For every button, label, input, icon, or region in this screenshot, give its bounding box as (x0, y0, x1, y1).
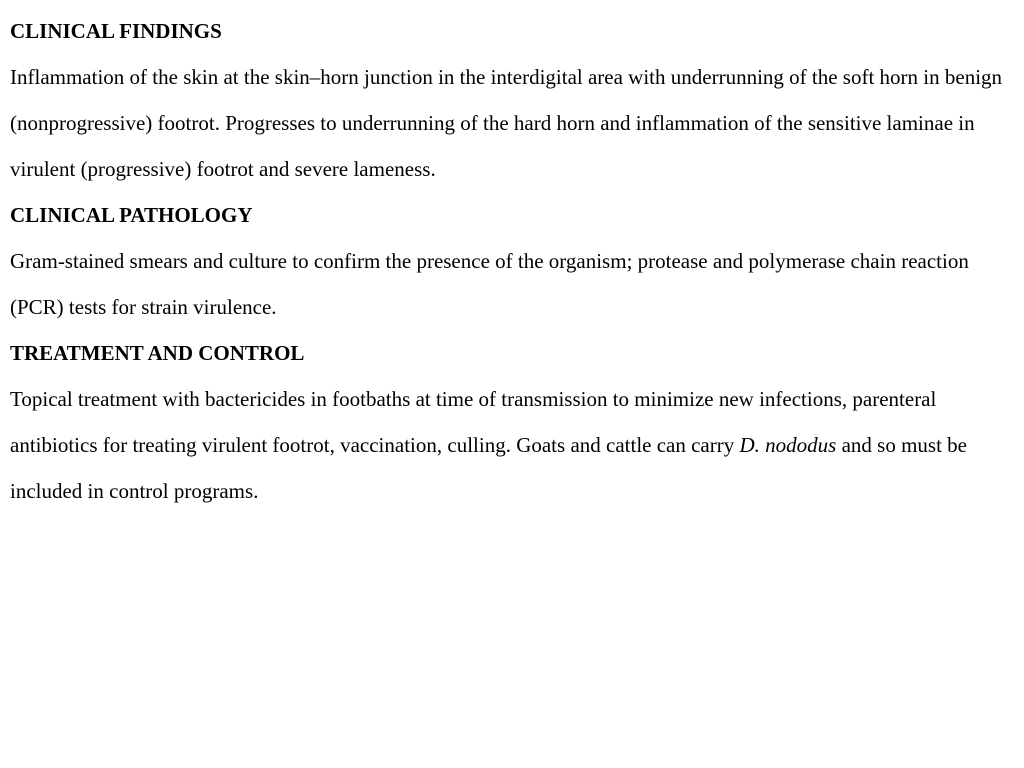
section-heading: CLINICAL PATHOLOGY (10, 203, 253, 227)
organism-name: D. nododus (739, 433, 837, 457)
section-heading: CLINICAL FINDINGS (10, 19, 222, 43)
section-clinical-findings (10, 8, 1014, 192)
document-page (10, 8, 1014, 514)
section-body (10, 376, 1014, 514)
section-body-text: and so must be included in control programs. (10, 433, 967, 503)
section-heading: TREATMENT AND CONTROL (10, 341, 305, 365)
section-treatment-and-control (10, 330, 1014, 514)
section-body: Inflammation of the skin at the skin–horn junction in the interdigital area with underrunning of the soft horn in benign (nonprogressive) footrot. Progresses to underrunning of the hard horn and inflammation of the sensitive laminae in virulent (progressive) footrot and severe lameness. (10, 65, 1003, 181)
section-body: Gram-stained smears and culture to confirm the presence of the organism; protease and polymerase chain reaction (PCR) tests for strain virulence. (10, 249, 969, 319)
section-clinical-pathology (10, 192, 1014, 330)
section-body-text: Topical treatment with bactericides in footbaths at time of transmission to minimize new infections, parenteral antibiotics for treating virulent footrot, vaccination, culling. Goats and cattle can carry (10, 387, 937, 457)
